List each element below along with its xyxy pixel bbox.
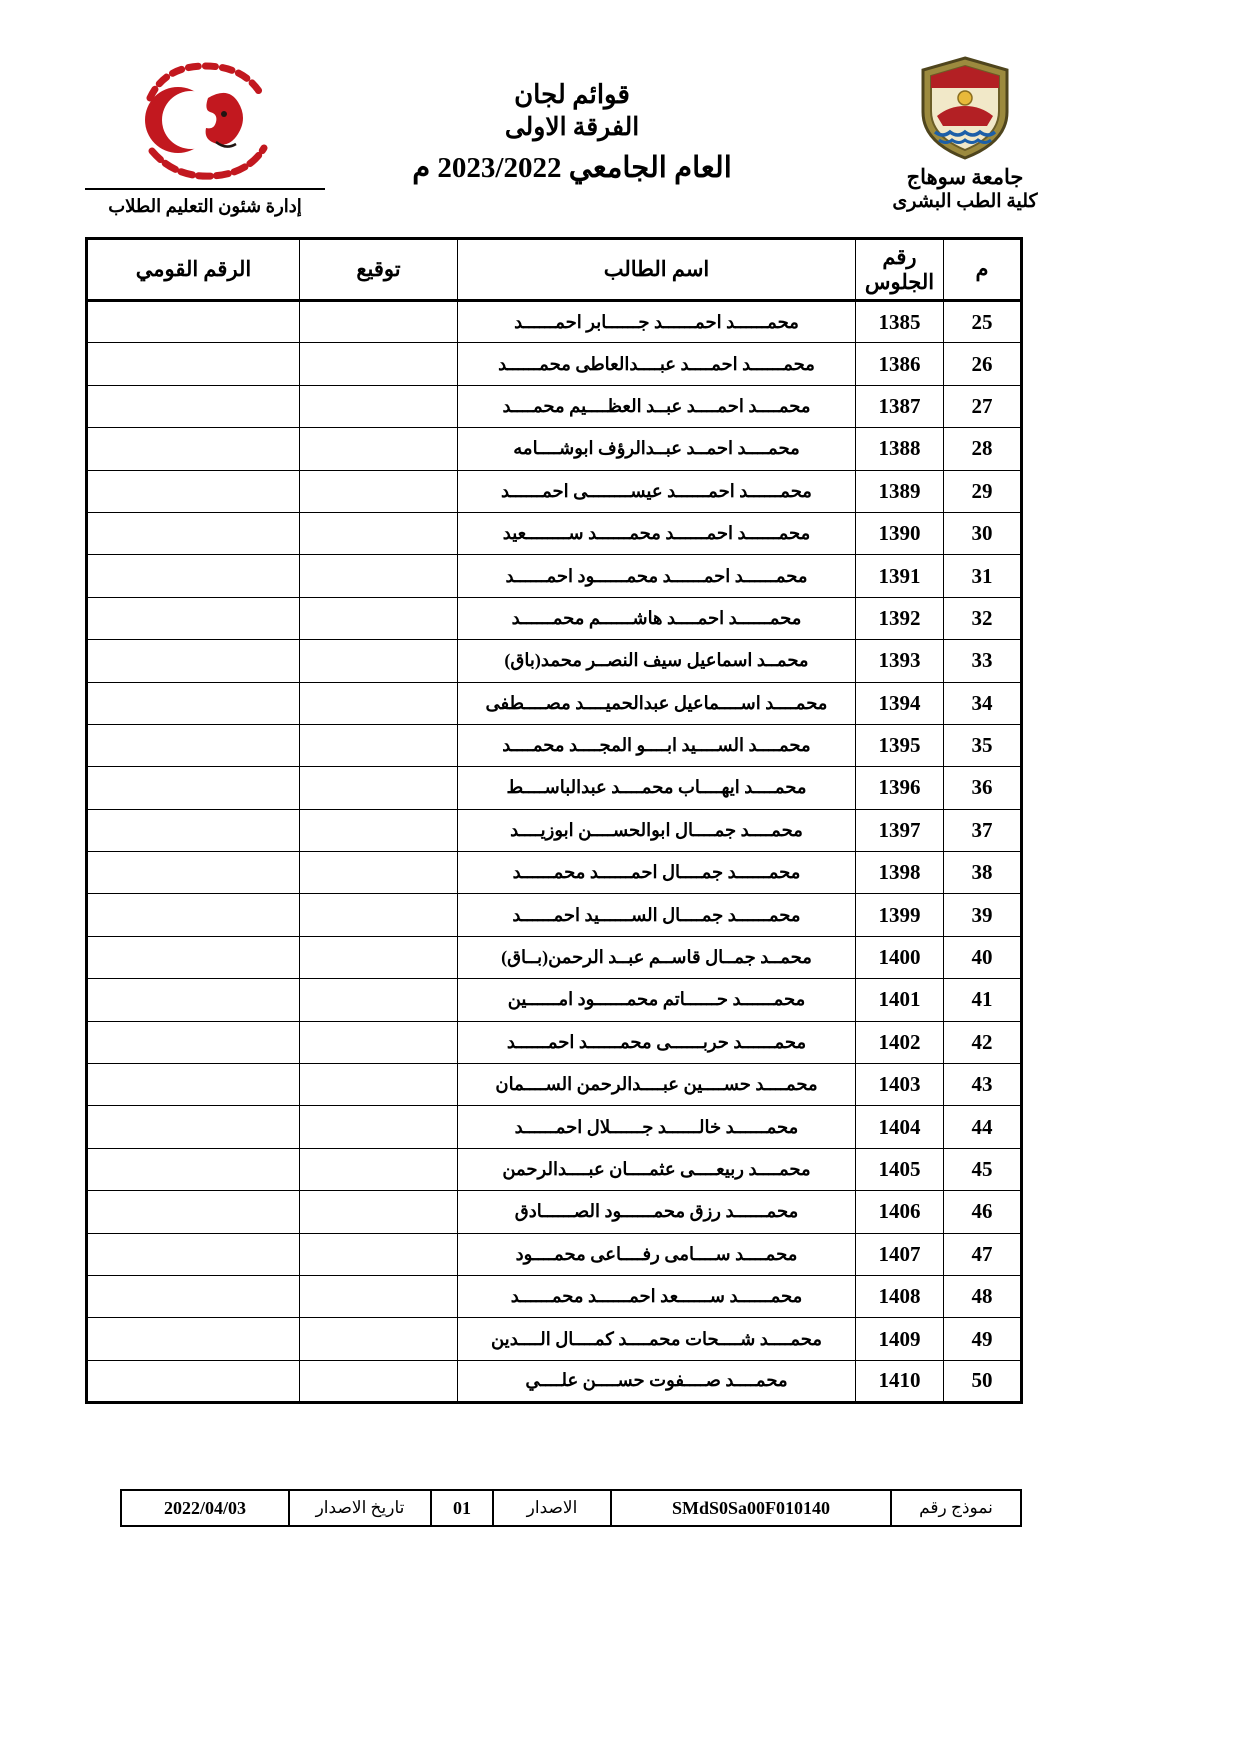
issue-date-value: 2022/04/03 <box>121 1490 289 1526</box>
seat-number-cell: 1406 <box>856 1191 944 1233</box>
seat-number-cell: 1388 <box>856 428 944 470</box>
issue-value: 01 <box>431 1490 493 1526</box>
national-id-cell <box>87 597 300 639</box>
signature-cell <box>300 767 458 809</box>
signature-cell <box>300 428 458 470</box>
seat-number-cell: 1391 <box>856 555 944 597</box>
student-name-cell: محمــــــد احمــــد عبــــدالعاطى محمــــــد <box>458 343 856 385</box>
national-id-cell <box>87 852 300 894</box>
student-row <box>87 1275 1022 1317</box>
serial-cell: 25 <box>944 301 1022 343</box>
national-id-cell <box>87 1064 300 1106</box>
seat-number-cell: 1407 <box>856 1233 944 1275</box>
student-name-cell: محمــــد احمــــد عبــد العظــــيم محمــــد <box>458 385 856 427</box>
signature-cell <box>300 724 458 766</box>
committee-table <box>85 237 1023 1404</box>
student-row <box>87 385 1022 427</box>
signature-cell <box>300 385 458 427</box>
signature-cell <box>300 1275 458 1317</box>
signature-cell <box>300 1318 458 1360</box>
student-row <box>87 979 1022 1021</box>
signature-cell <box>300 682 458 724</box>
student-name-cell: محمــــــد جمــــال احمــــــد محمــــــد <box>458 852 856 894</box>
student-row <box>87 894 1022 936</box>
student-row <box>87 724 1022 766</box>
student-row <box>87 301 1022 343</box>
national-id-cell <box>87 809 300 851</box>
national-id-cell <box>87 343 300 385</box>
student-name-cell: محمــــد اســــماعيل عبدالحميــــد مصــــطفى <box>458 682 856 724</box>
serial-cell: 34 <box>944 682 1022 724</box>
student-name-cell: محمــــد ايهــــاب محمــــد عبدالباســــط <box>458 767 856 809</box>
serial-cell: 32 <box>944 597 1022 639</box>
serial-cell: 50 <box>944 1360 1022 1402</box>
student-row <box>87 682 1022 724</box>
seat-number-cell: 1396 <box>856 767 944 809</box>
national-id-cell <box>87 1275 300 1317</box>
signature-cell <box>300 512 458 554</box>
col-header-seat-number: رقم الجلوس <box>856 239 944 301</box>
student-row <box>87 597 1022 639</box>
serial-cell: 31 <box>944 555 1022 597</box>
seat-number-cell: 1402 <box>856 1021 944 1063</box>
department-name: إدارة شئون التعليم الطلاب <box>85 188 325 217</box>
seat-number-cell: 1400 <box>856 936 944 978</box>
student-name-cell: محمــد اسماعيل سيف النصــر محمد(باق) <box>458 640 856 682</box>
serial-cell: 26 <box>944 343 1022 385</box>
signature-cell <box>300 1233 458 1275</box>
university-name: جامعة سوهاج <box>906 165 1024 189</box>
student-row <box>87 343 1022 385</box>
signature-cell <box>300 597 458 639</box>
student-name-cell: محمــــــد رزق محمــــــود الصــــــادق <box>458 1191 856 1233</box>
student-row <box>87 470 1022 512</box>
signature-cell <box>300 1021 458 1063</box>
national-id-cell <box>87 512 300 554</box>
student-name-cell: محمــــــد احمــــــد عيســــــــى احمــــــد <box>458 470 856 512</box>
student-name-cell: محمــد جمــال قاســم عبــد الرحمن(بــاق) <box>458 936 856 978</box>
student-name-cell: محمــــد الســــيد ابــــو المجــــد محمــــد <box>458 724 856 766</box>
form-info-row <box>121 1490 1021 1526</box>
student-name-cell: محمــــد ســــامى رفــــاعى محمــــود <box>458 1233 856 1275</box>
student-row <box>87 1064 1022 1106</box>
header-left-block <box>85 58 325 217</box>
issue-date-label: تاريخ الاصدار <box>289 1490 431 1526</box>
serial-cell: 28 <box>944 428 1022 470</box>
national-id-cell <box>87 1021 300 1063</box>
student-row <box>87 809 1022 851</box>
seat-number-cell: 1398 <box>856 852 944 894</box>
signature-cell <box>300 1148 458 1190</box>
seat-number-cell: 1403 <box>856 1064 944 1106</box>
academic-year-title: العام الجامعي 2023/2022 م <box>412 152 732 184</box>
national-id-cell <box>87 1360 300 1402</box>
student-row <box>87 852 1022 894</box>
seat-number-cell: 1386 <box>856 343 944 385</box>
header-right-block <box>856 55 1074 213</box>
form-info-table <box>120 1489 1022 1527</box>
seat-number-cell: 1392 <box>856 597 944 639</box>
serial-cell: 39 <box>944 894 1022 936</box>
national-id-cell <box>87 894 300 936</box>
national-id-cell <box>87 301 300 343</box>
seat-number-cell: 1387 <box>856 385 944 427</box>
seat-number-cell: 1401 <box>856 979 944 1021</box>
national-id-cell <box>87 724 300 766</box>
national-id-cell <box>87 640 300 682</box>
col-header-signature: توقيع <box>300 239 458 301</box>
student-row <box>87 1360 1022 1402</box>
serial-cell: 45 <box>944 1148 1022 1190</box>
student-name-cell: محمــــد جمــــال ابوالحســــن ابوزيــــد <box>458 809 856 851</box>
serial-cell: 30 <box>944 512 1022 554</box>
serial-cell: 42 <box>944 1021 1022 1063</box>
seat-number-cell: 1385 <box>856 301 944 343</box>
student-row <box>87 767 1022 809</box>
student-affairs-seal-icon <box>120 58 290 184</box>
seat-number-cell: 1409 <box>856 1318 944 1360</box>
header-title-block <box>372 80 772 185</box>
signature-cell <box>300 640 458 682</box>
serial-cell: 35 <box>944 724 1022 766</box>
signature-cell <box>300 1360 458 1402</box>
grade-title: الفرقة الاولى <box>504 114 640 141</box>
student-row <box>87 1106 1022 1148</box>
national-id-cell <box>87 1106 300 1148</box>
student-row <box>87 1233 1022 1275</box>
student-name-cell: محمــــد ربيعــــى عثمــــان عبــــدالرحمن <box>458 1148 856 1190</box>
student-row <box>87 1148 1022 1190</box>
student-name-cell: محمــــــد خالــــــد جــــــلال احمــــــد <box>458 1106 856 1148</box>
national-id-cell <box>87 470 300 512</box>
signature-cell <box>300 555 458 597</box>
student-name-cell: محمــــــد ســــــعد احمــــــد محمــــــد <box>458 1275 856 1317</box>
col-header-student-name: اسم الطالب <box>458 239 856 301</box>
form-number-value: SMdS0Sa00F010140 <box>611 1490 891 1526</box>
student-name-cell: محمــــد احمــد عبــدالرؤف ابوشــــامه <box>458 428 856 470</box>
student-row <box>87 1318 1022 1360</box>
national-id-cell <box>87 1148 300 1190</box>
issue-label: الاصدار <box>493 1490 611 1526</box>
student-name-cell: محمــــــد احمــــــد محمــــــد ســــــــعيد <box>458 512 856 554</box>
seat-number-cell: 1395 <box>856 724 944 766</box>
signature-cell <box>300 894 458 936</box>
serial-cell: 44 <box>944 1106 1022 1148</box>
signature-cell <box>300 470 458 512</box>
national-id-cell <box>87 1233 300 1275</box>
serial-cell: 37 <box>944 809 1022 851</box>
seat-number-cell: 1389 <box>856 470 944 512</box>
signature-cell <box>300 979 458 1021</box>
serial-cell: 36 <box>944 767 1022 809</box>
student-name-cell: محمــــد شــــحات محمــــد كمــــال الــــدين <box>458 1318 856 1360</box>
national-id-cell <box>87 682 300 724</box>
signature-cell <box>300 301 458 343</box>
faculty-name: كلية الطب البشرى <box>892 191 1038 212</box>
signature-cell <box>300 852 458 894</box>
student-name-cell: محمــــد صــــفوت حســــن علــــي <box>458 1360 856 1402</box>
serial-cell: 48 <box>944 1275 1022 1317</box>
serial-cell: 49 <box>944 1318 1022 1360</box>
signature-cell <box>300 343 458 385</box>
student-name-cell: محمــــــد احمــــد هاشــــــم محمــــــد <box>458 597 856 639</box>
national-id-cell <box>87 936 300 978</box>
signature-cell <box>300 1064 458 1106</box>
seat-number-cell: 1393 <box>856 640 944 682</box>
seat-number-cell: 1390 <box>856 512 944 554</box>
student-name-cell: محمــــــد جمــــال الســــــيد احمــــــد <box>458 894 856 936</box>
serial-cell: 47 <box>944 1233 1022 1275</box>
serial-cell: 46 <box>944 1191 1022 1233</box>
col-header-national-id: الرقم القومي <box>87 239 300 301</box>
seat-number-cell: 1394 <box>856 682 944 724</box>
signature-cell <box>300 809 458 851</box>
student-row <box>87 1191 1022 1233</box>
seat-number-cell: 1397 <box>856 809 944 851</box>
document-title: قوائم لجان <box>514 80 630 109</box>
seat-number-cell: 1405 <box>856 1148 944 1190</box>
signature-cell <box>300 1191 458 1233</box>
student-name-cell: محمــــــد احمــــــد محمــــــود احمــــــد <box>458 555 856 597</box>
student-row <box>87 512 1022 554</box>
student-row <box>87 640 1022 682</box>
national-id-cell <box>87 385 300 427</box>
student-name-cell: محمــــــد احمــــــد جــــــابر احمــــــد <box>458 301 856 343</box>
serial-cell: 41 <box>944 979 1022 1021</box>
national-id-cell <box>87 979 300 1021</box>
university-emblem-icon <box>909 55 1021 161</box>
serial-cell: 38 <box>944 852 1022 894</box>
seat-number-cell: 1410 <box>856 1360 944 1402</box>
table-header-row <box>87 239 1022 301</box>
student-row <box>87 936 1022 978</box>
student-name-cell: محمــــــد حربــــــى محمــــــد احمــــــد <box>458 1021 856 1063</box>
serial-cell: 40 <box>944 936 1022 978</box>
student-name-cell: محمــــــد حــــــاتم محمــــــود امــــــين <box>458 979 856 1021</box>
signature-cell <box>300 936 458 978</box>
national-id-cell <box>87 1318 300 1360</box>
student-name-cell: محمــــد حســــين عبــــدالرحمن الســــمان <box>458 1064 856 1106</box>
serial-cell: 29 <box>944 470 1022 512</box>
national-id-cell <box>87 555 300 597</box>
serial-cell: 43 <box>944 1064 1022 1106</box>
national-id-cell <box>87 1191 300 1233</box>
seat-number-cell: 1408 <box>856 1275 944 1317</box>
student-row <box>87 428 1022 470</box>
national-id-cell <box>87 428 300 470</box>
serial-cell: 33 <box>944 640 1022 682</box>
student-row <box>87 555 1022 597</box>
seat-number-cell: 1399 <box>856 894 944 936</box>
national-id-cell <box>87 767 300 809</box>
seat-number-cell: 1404 <box>856 1106 944 1148</box>
signature-cell <box>300 1106 458 1148</box>
serial-cell: 27 <box>944 385 1022 427</box>
form-number-label: نموذج رقم <box>891 1490 1021 1526</box>
col-header-serial: م <box>944 239 1022 301</box>
student-row <box>87 1021 1022 1063</box>
